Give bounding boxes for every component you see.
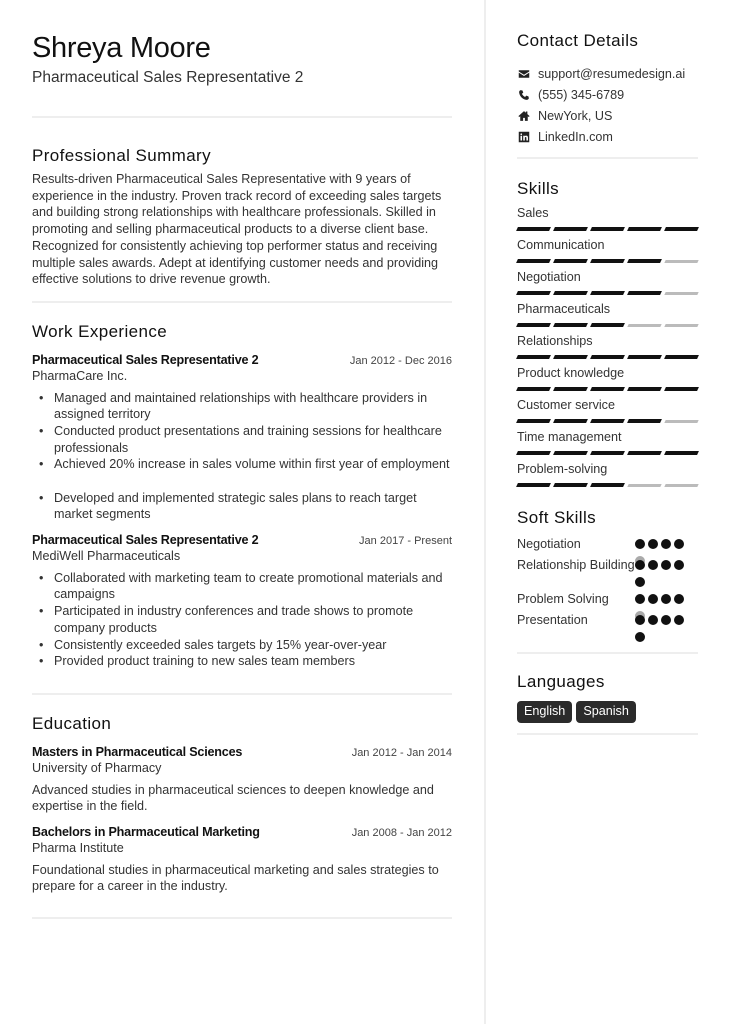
- level-bar-filled: [590, 387, 625, 391]
- rating-dot-filled: [635, 615, 645, 625]
- sidebar-column: [517, 30, 698, 735]
- education-entry: [32, 744, 452, 815]
- bullet-item: • Collaborated with marketing team to create promotional materials and campaigns: [54, 570, 452, 603]
- level-bar-filled: [627, 355, 662, 359]
- home-icon: [517, 109, 530, 122]
- candidate-title: Pharmaceutical Sales Representative 2: [32, 69, 304, 86]
- skill-name: Product knowledge: [517, 366, 625, 380]
- level-bar-filled: [590, 419, 625, 423]
- section-heading: Languages: [517, 672, 605, 691]
- job-dates: Jan 2017 - Present: [359, 535, 452, 548]
- job-dates: Jan 2012 - Dec 2016: [349, 354, 452, 367]
- skill-level-meter: [517, 451, 698, 456]
- soft-skill-rating: [635, 557, 687, 587]
- contact-email[interactable]: [517, 63, 698, 84]
- bullet-item: • Conducted product presentations and training sessions for healthcare professionals: [54, 423, 452, 456]
- skill-level-meter: [517, 259, 698, 264]
- level-bar-empty: [627, 324, 661, 327]
- level-bar-filled: [627, 419, 662, 423]
- soft-skill-rating: [635, 612, 687, 642]
- skill-level-meter: [517, 387, 698, 392]
- level-bar-filled: [516, 259, 551, 263]
- summary-text: Results-driven Pharmaceutical Sales Representative with 9 years of experience in the industry. Proven track record of exceeding sales targets and building strong relationships with healthcare professionals. Skilled in promoting and selling pharmaceutical products to a diverse client base. Recognized for consistently achieving top performer status and receiving multiple sales awards. Adept at identifying customer needs and providing effective solutions to drive revenue growth.: [32, 172, 442, 287]
- skill-level-meter: [517, 227, 698, 232]
- skill-level-meter: [517, 291, 698, 296]
- section-heading: Skills: [517, 179, 560, 198]
- skill-item: [517, 205, 698, 232]
- soft-skills-list: [517, 536, 698, 642]
- level-bar-filled: [664, 451, 699, 455]
- skills-section: [517, 178, 698, 488]
- rating-dot-filled: [635, 539, 645, 549]
- skill-item: [517, 269, 698, 296]
- section-divider: [32, 917, 452, 919]
- level-bar-filled: [590, 483, 625, 487]
- rating-dot-filled: [648, 594, 658, 604]
- education-dates: Jan 2008 - Jan 2012: [351, 827, 452, 840]
- contact-linkedin[interactable]: [517, 126, 698, 147]
- linkedin-icon: [517, 130, 530, 143]
- soft-skill-item: [517, 557, 698, 587]
- skill-item: [517, 301, 698, 328]
- skill-name: Communication: [517, 238, 605, 252]
- education-dates: Jan 2012 - Jan 2014: [351, 746, 452, 759]
- skill-level-meter: [517, 355, 698, 360]
- level-bar-empty: [627, 484, 661, 487]
- rating-dot-filled: [661, 560, 671, 570]
- level-bar-filled: [553, 323, 588, 327]
- section-divider: [517, 652, 698, 654]
- section-divider: [32, 693, 452, 695]
- level-bar-filled: [553, 291, 588, 295]
- education-entry: [32, 824, 452, 895]
- skill-item: [517, 365, 698, 392]
- languages-list: [517, 701, 698, 723]
- main-column: [32, 30, 452, 919]
- rating-dot-filled: [661, 539, 671, 549]
- level-bar-filled: [553, 355, 588, 359]
- section-heading: Work Experience: [32, 321, 168, 341]
- level-bar-filled: [627, 451, 662, 455]
- soft-skill-item: [517, 612, 698, 642]
- level-bar-filled: [553, 387, 588, 391]
- company-name: PharmaCare Inc.: [32, 368, 128, 383]
- degree-title: Masters in Pharmaceutical Sciences: [32, 744, 243, 759]
- level-bar-filled: [516, 291, 551, 295]
- level-bar-empty: [664, 260, 698, 263]
- level-bar-filled: [553, 227, 588, 231]
- bullet-item: • Managed and maintained relationships with healthcare providers in assigned territory: [54, 390, 452, 423]
- rating-dot-filled: [674, 560, 684, 570]
- degree-title: Bachelors in Pharmaceutical Marketing: [32, 825, 260, 840]
- column-divider: [484, 0, 486, 1024]
- contact-text: support@resumedesign.ai: [538, 66, 686, 81]
- soft-skill-name: Presentation: [517, 613, 588, 627]
- skill-level-meter: [517, 323, 698, 328]
- job-bullets: [54, 390, 452, 523]
- level-bar-filled: [664, 227, 699, 231]
- company-name: MediWell Pharmaceuticals: [32, 549, 181, 564]
- level-bar-empty: [664, 292, 698, 295]
- job-bullets: [54, 570, 452, 670]
- level-bar-filled: [590, 323, 625, 327]
- level-bar-filled: [590, 291, 625, 295]
- level-bar-filled: [553, 451, 588, 455]
- level-bar-filled: [627, 259, 662, 263]
- skill-name: Customer service: [517, 398, 615, 412]
- rating-dot-filled: [635, 560, 645, 570]
- bullet-item: • Achieved 20% increase in sales volume within first year of employment: [54, 456, 452, 473]
- rating-dot-filled: [674, 615, 684, 625]
- contact-section: [517, 30, 698, 147]
- level-bar-filled: [590, 451, 625, 455]
- candidate-name: Shreya Moore: [32, 32, 211, 64]
- rating-dot-filled: [674, 594, 684, 604]
- job-title: Pharmaceutical Sales Representative 2: [32, 533, 259, 548]
- level-bar-filled: [516, 355, 551, 359]
- contact-text: (555) 345-6789: [538, 87, 625, 102]
- rating-dot-filled: [635, 594, 645, 604]
- soft-skill-item: [517, 536, 698, 553]
- level-bar-filled: [516, 451, 551, 455]
- soft-skills-section: [517, 507, 698, 642]
- section-heading: Soft Skills: [517, 508, 597, 527]
- section-heading: Contact Details: [517, 31, 639, 50]
- contact-text: LinkedIn.com: [538, 129, 613, 144]
- work-experience-section: [32, 321, 452, 670]
- skill-name: Time management: [517, 430, 622, 444]
- rating-dot-filled: [648, 539, 658, 549]
- skill-item: [517, 397, 698, 424]
- soft-skill-rating: [635, 536, 687, 549]
- school-name: Pharma Institute: [32, 841, 124, 856]
- education-section: [32, 713, 452, 895]
- skill-item: [517, 429, 698, 456]
- skill-name: Sales: [517, 206, 549, 220]
- section-heading: Education: [32, 713, 112, 733]
- level-bar-filled: [664, 355, 699, 359]
- header-divider: [32, 116, 452, 118]
- skill-level-meter: [517, 483, 698, 488]
- section-divider: [517, 733, 698, 735]
- level-bar-filled: [627, 387, 662, 391]
- bullet-item: • Consistently exceeded sales targets by 15% year-over-year: [54, 637, 452, 654]
- level-bar-filled: [516, 387, 551, 391]
- contact-location: [517, 105, 698, 126]
- level-bar-filled: [516, 323, 551, 327]
- phone-icon: [517, 88, 530, 101]
- contact-phone[interactable]: [517, 84, 698, 105]
- skill-name: Relationships: [517, 334, 593, 348]
- skill-item: [517, 461, 698, 488]
- level-bar-filled: [664, 387, 699, 391]
- rating-dot-filled: [635, 577, 645, 587]
- soft-skill-name: Problem Solving: [517, 592, 609, 606]
- level-bar-empty: [664, 324, 698, 327]
- bullet-item: • Provided product training to new sales team members: [54, 653, 452, 670]
- languages-section: [517, 671, 698, 723]
- skills-list: [517, 205, 698, 488]
- level-bar-empty: [664, 484, 698, 487]
- rating-dot-filled: [661, 615, 671, 625]
- skill-item: [517, 237, 698, 264]
- language-tag: English: [517, 701, 572, 723]
- bullet-item: • Developed and implemented strategic sales plans to reach target market segments: [54, 490, 452, 523]
- rating-dot-filled: [648, 615, 658, 625]
- soft-skill-name: Negotiation: [517, 537, 581, 551]
- job-entry: [32, 532, 452, 670]
- level-bar-empty: [664, 420, 698, 423]
- section-divider: [32, 301, 452, 303]
- envelope-icon: [517, 67, 530, 80]
- level-bar-filled: [553, 483, 588, 487]
- soft-skill-rating: [635, 591, 687, 604]
- soft-skill-name: Relationship Building: [517, 558, 635, 572]
- skill-name: Problem-solving: [517, 462, 608, 476]
- education-description: Foundational studies in pharmaceutical marketing and sales strategies to prepare for a career in the industry.: [32, 862, 439, 894]
- section-divider: [517, 157, 698, 159]
- skill-item: [517, 333, 698, 360]
- level-bar-filled: [590, 259, 625, 263]
- section-heading: Professional Summary: [32, 146, 212, 165]
- level-bar-filled: [627, 291, 662, 295]
- rating-dot-filled: [635, 632, 645, 642]
- skill-name: Negotiation: [517, 270, 581, 284]
- school-name: University of Pharmacy: [32, 760, 162, 775]
- skill-level-meter: [517, 419, 698, 424]
- rating-dot-filled: [661, 594, 671, 604]
- rating-dot-filled: [648, 560, 658, 570]
- language-tag: Spanish: [576, 701, 636, 723]
- professional-summary-section: [32, 145, 452, 288]
- level-bar-filled: [516, 419, 551, 423]
- education-description: Advanced studies in pharmaceutical sciences to deepen knowledge and expertise in the field.: [32, 782, 434, 814]
- rating-dot-filled: [674, 539, 684, 549]
- level-bar-filled: [516, 227, 551, 231]
- soft-skill-item: [517, 591, 698, 608]
- level-bar-filled: [627, 227, 662, 231]
- level-bar-filled: [553, 259, 588, 263]
- level-bar-filled: [516, 483, 551, 487]
- skill-name: Pharmaceuticals: [517, 302, 611, 316]
- bullet-item: • Participated in industry conferences and trade shows to promote company products: [54, 603, 452, 636]
- job-entry: [32, 352, 452, 523]
- level-bar-filled: [590, 355, 625, 359]
- level-bar-filled: [553, 419, 588, 423]
- job-title: Pharmaceutical Sales Representative 2: [32, 352, 259, 367]
- contact-text: NewYork, US: [538, 108, 613, 123]
- level-bar-filled: [590, 227, 625, 231]
